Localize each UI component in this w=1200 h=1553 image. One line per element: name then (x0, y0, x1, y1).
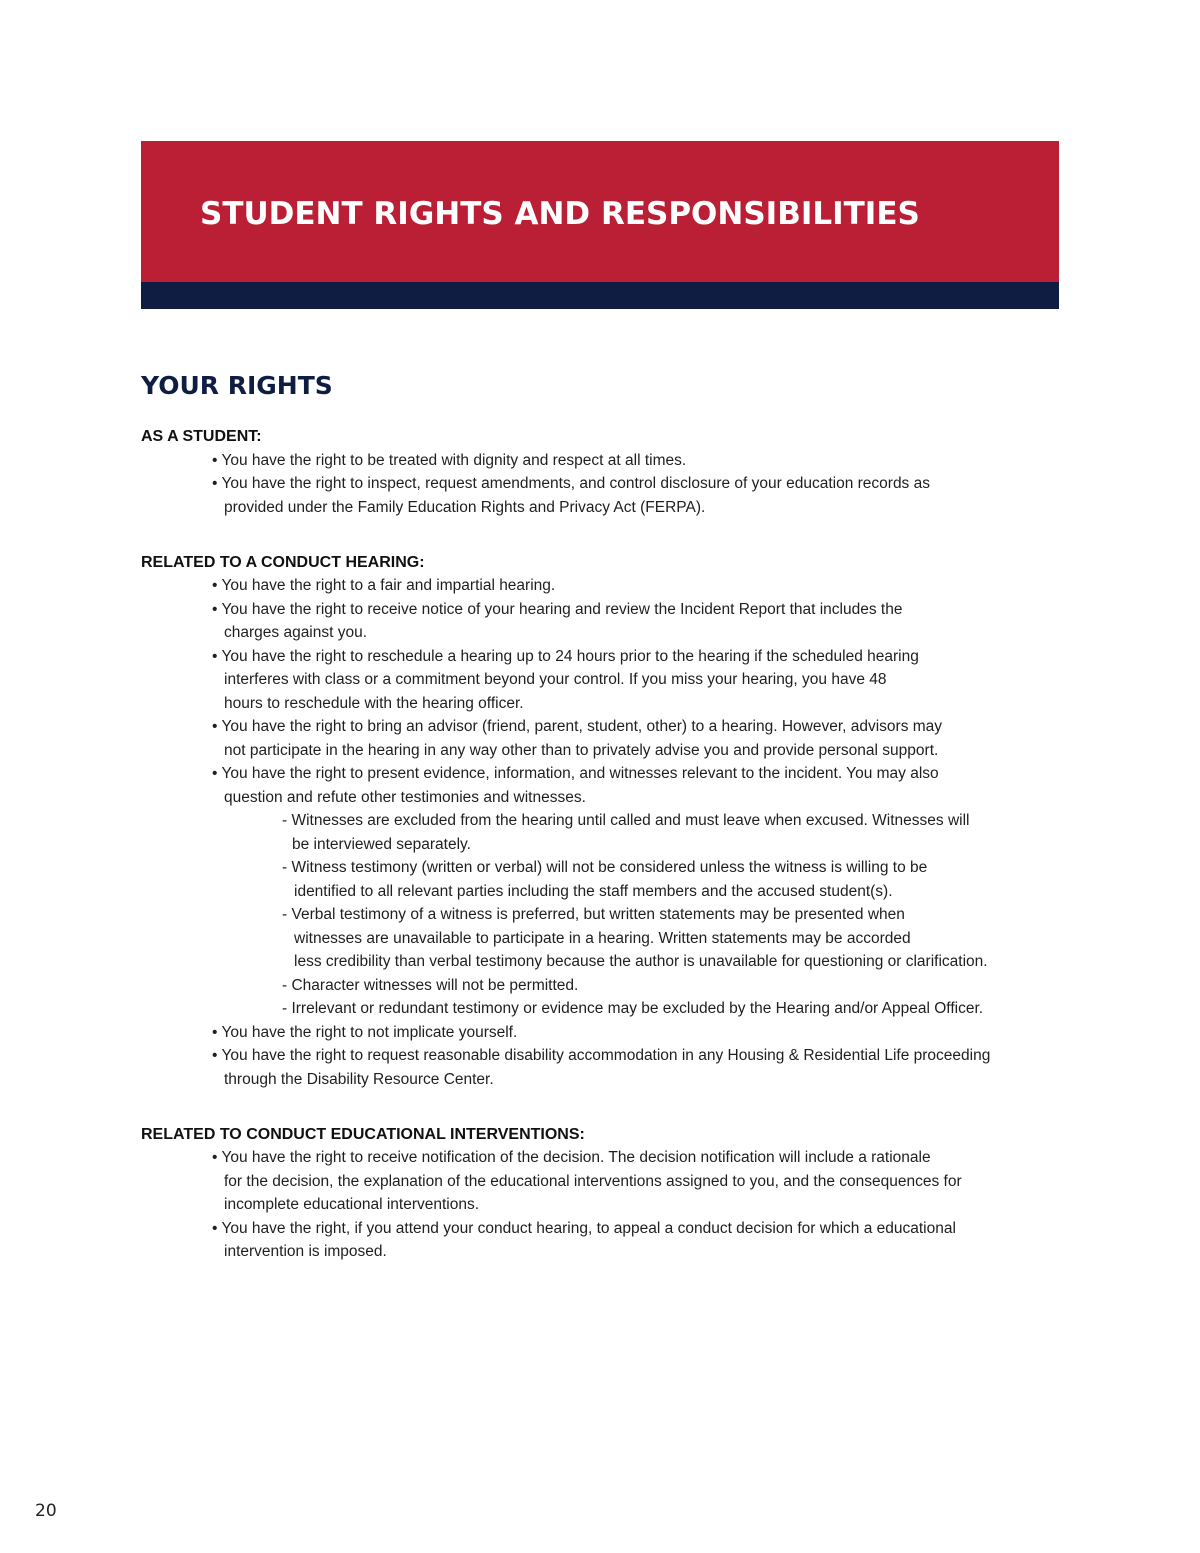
list-item: • You have the right to inspect, request amendments, and control disclosure of your education records as (212, 475, 930, 492)
sub-list-item: - Irrelevant or redundant testimony or evidence may be excluded by the Hearing and/or Appeal Officer. (282, 1000, 984, 1017)
list-item: • You have the right to be treated with dignity and respect at all times. (212, 452, 687, 469)
list-item: • You have the right to request reasonable disability accommodation in any Housing & Residential Life proceeding (212, 1047, 991, 1064)
list-item-continuation: interferes with class or a commitment beyond your control. If you miss your hearing, you have 48 (224, 671, 887, 688)
heading-as-student: AS A STUDENT: (141, 428, 262, 445)
list-item-continuation: not participate in the hearing in any way other than to privately advise you and provide personal support. (224, 742, 939, 759)
list-item-continuation: charges against you. (224, 624, 368, 641)
sub-list-item: - Witnesses are excluded from the hearing until called and must leave when excused. Witnesses will (282, 812, 970, 829)
sub-list-item: - Character witnesses will not be permitted. (282, 977, 579, 994)
list-item: • You have the right, if you attend your conduct hearing, to appeal a conduct decision for which a educational (212, 1220, 956, 1237)
list-item-continuation: hours to reschedule with the hearing officer. (224, 695, 524, 712)
list-item: • You have the right to present evidence, information, and witnesses relevant to the incident. You may also (212, 765, 939, 782)
list-item: • You have the right to not implicate yourself. (212, 1024, 518, 1041)
list-item: • You have the right to reschedule a hearing up to 24 hours prior to the hearing if the scheduled hearing (212, 648, 919, 665)
heading-educational-interventions: RELATED TO CONDUCT EDUCATIONAL INTERVENTIONS: (141, 1126, 585, 1143)
sub-list-item-continuation: identified to all relevant parties including the staff members and the accused student(s). (294, 883, 893, 900)
list-item-continuation: through the Disability Resource Center. (224, 1071, 494, 1088)
page-number: 20 (35, 1501, 57, 1521)
list-item: • You have the right to receive notice of your hearing and review the Incident Report that includes the (212, 601, 903, 618)
sub-list-item: - Witness testimony (written or verbal) will not be considered unless the witness is willing to be (282, 859, 928, 876)
heading-conduct-hearing: RELATED TO A CONDUCT HEARING: (141, 554, 425, 571)
list-item: • You have the right to receive notification of the decision. The decision notification will include a rationale (212, 1149, 931, 1166)
list-item-continuation: question and refute other testimonies and witnesses. (224, 789, 586, 806)
sub-list-item-continuation: less credibility than verbal testimony because the author is unavailable for questioning or clarification. (294, 953, 988, 970)
sub-list-item-continuation: witnesses are unavailable to participate in a hearing. Written statements may be accorded (294, 930, 911, 947)
list-item: • You have the right to bring an advisor (friend, parent, student, other) to a hearing. However, advisors may (212, 718, 943, 735)
list-item: • You have the right to a fair and impartial hearing. (212, 577, 556, 594)
list-item-continuation: intervention is imposed. (224, 1243, 387, 1260)
list-item-continuation: incomplete educational interventions. (224, 1196, 480, 1213)
header-banner (141, 141, 1059, 282)
banner-title: STUDENT RIGHTS AND RESPONSIBILITIES (200, 196, 920, 232)
list-item-continuation: for the decision, the explanation of the educational interventions assigned to you, and the consequences for (224, 1173, 962, 1190)
sub-list-item: - Verbal testimony of a witness is preferred, but written statements may be presented when (282, 906, 905, 923)
section-title: YOUR RIGHTS (141, 371, 333, 400)
banner-stripe (141, 282, 1059, 309)
sub-list-item-continuation: be interviewed separately. (292, 836, 471, 853)
list-item-continuation: provided under the Family Education Rights and Privacy Act (FERPA). (224, 499, 706, 516)
